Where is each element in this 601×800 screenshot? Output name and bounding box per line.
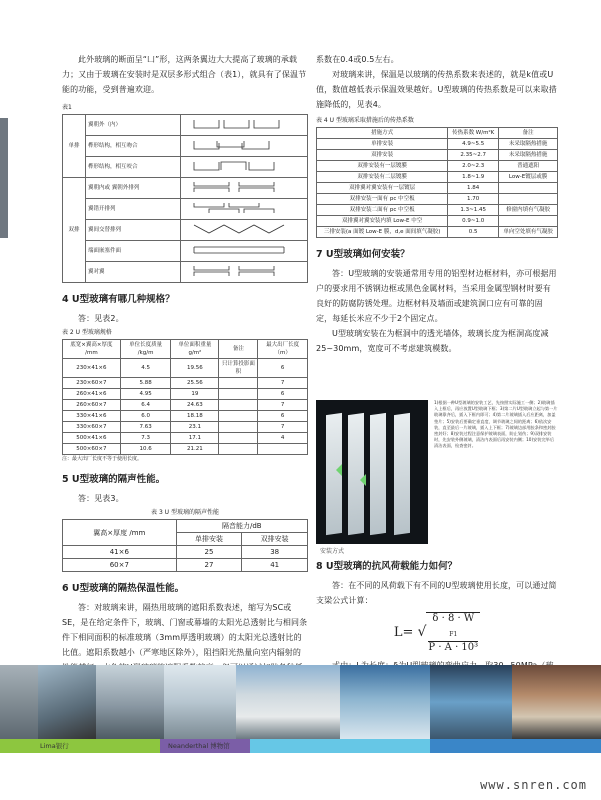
table3-header: 翼高×厚度 /mm: [63, 520, 177, 546]
section7-paragraph-2: U型玻璃安装在为框洞中的透光墙体，玻璃长度为框洞高度减25~30mm，宽度可不考虑建筑模数。: [316, 329, 549, 353]
section7-paragraph-1: 答：U型玻璃的安装通常用专用的铝型材边框材料，亦可根据用户的要求用不锈钢边框或黑色金属材料，当采用金属型钢材时要有良好的防腐防锈处理。边框材料及墙面或建筑洞口应有可靠的固定，每延长米应不少于2个固定点。: [316, 269, 557, 323]
table1-row: 翼对翼: [86, 262, 181, 283]
insulation-paragraph: 对玻璃来讲，保温是以玻璃的传热系数来表述的，就是k值或U值，数值越低表示保温效果越好。U型玻璃的传热系数是可以来取措施降低的，见表4。: [316, 70, 557, 109]
table-row: [63, 422, 308, 433]
table2-cell: [219, 389, 258, 400]
table2-cell: 4.5: [120, 359, 171, 378]
table2-cell: 5.88: [120, 378, 171, 389]
building-photo: [0, 665, 38, 739]
table4-cell: 未采取隔热措施: [499, 139, 558, 150]
table2-cell: 500×41×6: [63, 433, 121, 444]
section5-answer: 答：见表3。: [78, 494, 124, 503]
table3-header: 双排安装: [242, 533, 308, 546]
table2-cell: 17.1: [171, 433, 219, 444]
table2-cell: 19: [171, 389, 219, 400]
table1-glyph: [181, 220, 308, 241]
section7-heading: 7 U型玻璃如何安装？: [316, 249, 410, 260]
table4-cell: 单排安装: [317, 139, 448, 150]
table2-header: 底宽×翼高×厚度 /mm: [63, 340, 121, 359]
formula-subscript: F1: [449, 631, 458, 638]
table4-caption: 表 4 U 型玻璃采取措施后的传热系数: [316, 117, 414, 124]
table4-cell: [499, 194, 558, 205]
table4-cell: 4.9~5.5: [448, 139, 499, 150]
table-row: [317, 194, 558, 205]
table2-cell: 23.1: [171, 422, 219, 433]
table2-cell: 7.63: [120, 422, 171, 433]
section5-heading: 5 U型玻璃的隔声性能。: [62, 474, 166, 485]
table4-header: 措施方式: [317, 128, 448, 139]
table2-cell: 7: [258, 378, 308, 389]
table-row: [63, 433, 308, 444]
table4-cell: 1.70: [448, 194, 499, 205]
table4-cell: 双排安装有二层镀膜: [317, 172, 448, 183]
installation-steps: 1)根据一种U型玻璃的安装工艺，先按照实际施工一侧；2)玻璃插入上框后，再应放置U型玻璃下框；3)第二片U型玻璃立起与第一片玻璃靠齐后，插入下框内即可；4)第二片玻璃插入后应距离，加盖垫片；5)安装后要确定垂直度，调节玻璃之间的距离；6)依次安装，直至最后一片玻璃，插入上下框；7)玻璃边部用胶条和密封胶密封好；8)安装过程注意保护玻璃表面，防止划伤；9)双排安装时，先安装外侧玻璃，清洁内表面后再安装内侧；10)安装完毕后清洁表面，检查密封。: [434, 400, 558, 449]
table3-header-group: 隔音能力/dB: [176, 520, 307, 533]
installation-figure: [316, 400, 558, 558]
table3-cell: 41×6: [63, 546, 177, 559]
table4-cell: 双排安装有一层镀膜: [317, 161, 448, 172]
table2-cell: 260×41×6: [63, 389, 121, 400]
intro-paragraph: 此外玻璃的断面呈“凵”形，这两条翼边大大提高了玻璃的承载力；又由于玻璃在安装时是双层多形式组合（表1），就具有了保温节能的功能，受到普遍欢迎。: [62, 55, 307, 94]
table4-cell: 2.35~2.7: [448, 150, 499, 161]
table2-cell: 6: [258, 359, 308, 378]
table4-cell: 未采取隔热措施: [499, 150, 558, 161]
table2-cell: [219, 400, 258, 411]
section8-paragraph-1: 答：在不同的风荷载下有不同的U型玻璃使用长度，可以通过简支梁公式计算：: [316, 581, 557, 605]
table2-cell: 500×60×7: [63, 444, 121, 455]
table4-header: 传热系数 W/m²K: [448, 128, 499, 139]
table4-cell: 1.3~1.45: [448, 205, 499, 216]
table1-glyph: [181, 136, 308, 157]
table4-cell: [499, 216, 558, 227]
table-row: [317, 183, 558, 194]
table-row: [63, 378, 308, 389]
table4-cell: 普通遮阳: [499, 161, 558, 172]
table2-cell: 330×60×7: [63, 422, 121, 433]
formula-denominator: P · A · 10³: [428, 642, 479, 653]
table2-header: 单位面积重量 g/m²: [171, 340, 219, 359]
table3-cell: 27: [176, 559, 242, 572]
table1: [62, 114, 308, 283]
table3-header: 单排安装: [176, 533, 242, 546]
table-row: [317, 161, 558, 172]
table1-group-double: 双排: [63, 178, 86, 283]
table4-cell: 三排安装(a 面镀 Low-E 膜，d,e 面间填气凝胶): [317, 227, 448, 238]
formula: L= √ δ · 8 · W $_{F1}$ P · A · 10³: [393, 613, 479, 653]
table2-cell: 只计算投影面积: [219, 359, 258, 378]
table-row: [317, 205, 558, 216]
table4-header: 备注: [499, 128, 558, 139]
table2-cell: 4: [258, 433, 308, 444]
table1-row: 榫形结构，相互吻合: [86, 136, 181, 157]
section4-heading: 4 U型玻璃有哪几种规格？: [62, 294, 175, 305]
color-bar-blue: [430, 739, 601, 753]
table2-header: 最大出厂长度（m）: [258, 340, 308, 359]
table3-cell: 60×7: [63, 559, 177, 572]
table4-cell: 1.8~1.9: [448, 172, 499, 183]
table2-cell: 19.56: [171, 359, 219, 378]
table-row: [63, 359, 308, 378]
table4-cell: 双排安装二面有 pc 中空板: [317, 205, 448, 216]
table2-cell: 6.0: [120, 411, 171, 422]
table3-cell: 25: [176, 546, 242, 559]
table2-cell: 330×41×6: [63, 411, 121, 422]
table3-cell: 41: [242, 559, 308, 572]
table-row: [317, 227, 558, 238]
table2-cell: 21.21: [171, 444, 219, 455]
section8-heading: 8 U型玻璃的抗风荷载能力如何？: [316, 561, 458, 572]
building-photo: [236, 665, 340, 739]
table2-cell: 6.4: [120, 400, 171, 411]
installation-photo: [316, 400, 428, 544]
table2-cell: 4.95: [120, 389, 171, 400]
photo-caption: Lima银行: [40, 742, 69, 750]
building-photo: [38, 665, 96, 739]
table2-cell: 230×41×6: [63, 359, 121, 378]
table4-cell: 双排安装: [317, 150, 448, 161]
table2-header: 备注: [219, 340, 258, 359]
continued-text: 系数在0.4或0.5左右。: [316, 55, 399, 64]
table-row: [63, 444, 308, 455]
table-row: [317, 172, 558, 183]
table2-cell: 6: [258, 411, 308, 422]
table2-cell: [219, 444, 258, 455]
table4-cell: 2.0~2.3: [448, 161, 499, 172]
table-row: [317, 139, 558, 150]
table-row: [317, 216, 558, 227]
table1-row: 端面嵌塞件面: [86, 241, 181, 262]
table1-glyph: [181, 262, 308, 283]
table-row: [317, 150, 558, 161]
table1-glyph: [181, 241, 308, 262]
formula-lhs: L=: [393, 625, 414, 640]
building-photo: [340, 665, 430, 739]
table2-cell: 7: [258, 400, 308, 411]
table4-cell: 0.9~1.0: [448, 216, 499, 227]
table2-cell: 230×60×7: [63, 378, 121, 389]
table1-row: 翼朝内或 翼朝外排列: [86, 178, 181, 199]
table4-cell: [499, 183, 558, 194]
table2-cell: 7.3: [120, 433, 171, 444]
photo-strip: [0, 665, 601, 739]
table2-cell: 10.6: [120, 444, 171, 455]
table1-group-single: 单排: [63, 115, 86, 178]
table1-glyph: [181, 157, 308, 178]
table2-cell: [219, 422, 258, 433]
table2-cell: [219, 378, 258, 389]
table2-cell: 260×60×7: [63, 400, 121, 411]
table1-glyph: [181, 115, 308, 136]
table3: [62, 519, 308, 572]
table3-cell: 38: [242, 546, 308, 559]
formula-numerator: δ · 8 · W: [432, 613, 475, 624]
table2-cell: 7: [258, 422, 308, 433]
table1-row: 翼朝外（内）: [86, 115, 181, 136]
table4: [316, 127, 558, 238]
figure-caption: 安装方式: [320, 548, 345, 555]
table1-row: 榫形结构，相互咬合: [86, 157, 181, 178]
section4-answer: 答：见表2。: [78, 314, 124, 323]
table4-cell: 双排翼对翼安装内填 Low-E 中空: [317, 216, 448, 227]
table2-cell: 6: [258, 389, 308, 400]
table2-cell: 25.56: [171, 378, 219, 389]
table-row: [63, 411, 308, 422]
table3-caption: 表 3 U 型玻璃的隔声性能: [151, 509, 219, 516]
building-photo: [164, 665, 236, 739]
table4-cell: Low-E镀层或膜: [499, 172, 558, 183]
section6-body: 答：对玻璃来讲，隔热用玻璃的遮阳系数表述，缩写为SC或SE，是在给定条件下，玻璃、门窗或幕墙的太阳光总透射比与相同条件下相同面积的标准玻璃（3mm厚透明玻璃）的太阳光总透射比的比值。遮阳系数越小（严寒地区除外），阻挡阳光热量向室内辐射的: [62, 603, 308, 657]
section6-heading: 6 U型玻璃的隔热保温性能。: [62, 583, 185, 594]
photo-caption: Neanderthal 博物馆: [168, 742, 230, 750]
table4-cell: 双排安装一面有 pc 中空板: [317, 194, 448, 205]
table2-cell: 24.63: [171, 400, 219, 411]
table1-row: 翼错开排列: [86, 199, 181, 220]
left-edge-bar: [0, 118, 8, 238]
table4-cell: 修窗内填有气凝胶: [499, 205, 558, 216]
table4-cell: 1.84: [448, 183, 499, 194]
watermark: www.snren.com: [480, 778, 587, 792]
left-column: [62, 52, 308, 690]
table4-cell: 双排翼对翼安装有一层镀层: [317, 183, 448, 194]
table-row: [63, 389, 308, 400]
building-photo: [96, 665, 164, 739]
table-row: [63, 400, 308, 411]
table4-cell: 单向空处填有气凝胶: [499, 227, 558, 238]
table2-cell: [219, 411, 258, 422]
footer: [0, 753, 601, 800]
table2-note: 注：最大出厂长度不等于使用长度。: [62, 456, 143, 462]
color-bar-green: [0, 739, 160, 753]
table2-cell: 18.18: [171, 411, 219, 422]
building-photo: [430, 665, 512, 739]
table1-caption: 表1: [62, 104, 72, 111]
table4-cell: 0.5: [448, 227, 499, 238]
table2: [62, 339, 308, 455]
right-column: [316, 52, 558, 356]
table1-glyph: [181, 178, 308, 199]
table2-caption: 表 2 U 型玻璃规格: [62, 329, 112, 336]
building-photo: [512, 665, 601, 739]
table1-row: 翼间交替排列: [86, 220, 181, 241]
table2-cell: [258, 444, 308, 455]
table2-header: 单位长度质量 /kg/m: [120, 340, 171, 359]
table1-glyph: [181, 199, 308, 220]
table2-cell: [219, 433, 258, 444]
color-bar-cyan: [250, 739, 430, 753]
